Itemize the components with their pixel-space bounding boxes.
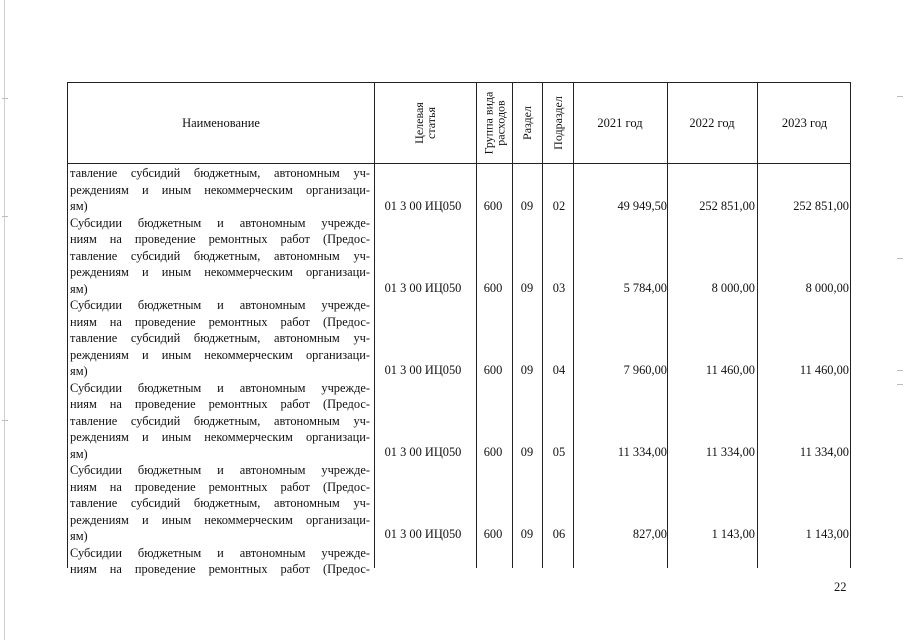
name-line: реждениям и иным некоммерческим организаци- — [70, 182, 370, 197]
header-target-article: Целевая статья — [411, 102, 438, 144]
name-line: Субсидии бюджетным и автономным учрежде- — [70, 298, 370, 312]
name-column-text — [70, 165, 370, 578]
cell-section: 09 — [520, 281, 534, 295]
cell-2023: 1 143,00 — [805, 527, 849, 541]
name-line: тавление субсидий бюджетным, автономным уч- — [70, 331, 370, 345]
cell-2023: 11 460,00 — [799, 363, 849, 377]
cell-2022: 1 143,00 — [711, 527, 755, 541]
cell-target-article: 01 3 00 ИЦ050 — [384, 445, 462, 459]
cell-section: 09 — [520, 363, 534, 377]
name-line: реждениям и иным некоммерческим организаци- — [70, 430, 370, 444]
cell-target-article: 01 3 00 ИЦ050 — [384, 281, 462, 295]
cell-subsection: 05 — [552, 445, 566, 459]
edge-tick — [897, 96, 903, 97]
name-line: ниям на проведение ремонтных работ (Предос- — [70, 232, 370, 246]
name-line: ниям на проведение ремонтных работ (Предос- — [70, 562, 370, 576]
cell-2023: 11 334,00 — [799, 445, 849, 459]
page-edge-line — [4, 0, 5, 640]
name-line: тавление субсидий бюджетным, автономным уч- — [70, 413, 370, 428]
cell-2021: 5 784,00 — [623, 281, 667, 295]
cell-subsection: 04 — [552, 363, 566, 377]
cell-subsection: 03 — [552, 281, 566, 295]
edge-tick — [2, 420, 8, 421]
header-year-2023: 2023 год — [781, 115, 828, 130]
name-line: тавление субсидий бюджетным, автономным уч- — [70, 496, 370, 510]
cell-2022: 11 460,00 — [705, 363, 755, 377]
name-line: ям) — [70, 364, 88, 378]
cell-section: 09 — [520, 527, 534, 541]
name-line: Субсидии бюджетным и автономным учрежде- — [70, 463, 370, 477]
edge-tick — [897, 258, 903, 259]
header-year-2021: 2021 год — [597, 115, 643, 130]
name-line: реждениям и иным некоммерческим организаци- — [70, 265, 370, 279]
cell-2022: 11 334,00 — [705, 445, 755, 459]
edge-tick — [2, 216, 8, 217]
cell-2021: 7 960,00 — [623, 363, 667, 377]
cell-section: 09 — [520, 445, 534, 459]
header-section: Раздел — [520, 106, 535, 140]
cell-2021: 49 949,50 — [617, 199, 667, 213]
name-line: тавление субсидий бюджетным, автономным уч- — [70, 248, 370, 263]
cell-section: 09 — [520, 199, 534, 213]
header-subsection: Подраздел — [550, 96, 565, 150]
cell-subsection: 02 — [552, 199, 566, 213]
edge-tick — [897, 384, 903, 385]
name-line: реждениям и иным некоммерческим организаци- — [70, 347, 370, 362]
cell-2022: 252 851,00 — [699, 199, 755, 213]
name-line: ниям на проведение ремонтных работ (Предос- — [70, 314, 370, 329]
name-line: ям) — [70, 281, 88, 296]
cell-subsection: 06 — [552, 527, 566, 541]
name-line: ям) — [70, 529, 88, 543]
cell-expense-group: 600 — [483, 363, 503, 377]
cell-2021: 11 334,00 — [617, 445, 667, 459]
name-line: ям) — [70, 199, 88, 213]
cell-2021: 827,00 — [632, 527, 667, 541]
header-name: Наименование — [182, 115, 260, 130]
cell-expense-group: 600 — [483, 527, 503, 541]
header-year-2022: 2022 год — [689, 115, 735, 130]
edge-tick — [2, 98, 8, 99]
cell-expense-group: 600 — [483, 281, 503, 295]
name-line: ям) — [70, 446, 88, 461]
page-number: 22 — [834, 580, 847, 594]
cell-expense-group: 600 — [483, 199, 503, 213]
cell-expense-group: 600 — [483, 445, 503, 459]
name-line: ниям на проведение ремонтных работ (Предос- — [70, 479, 370, 494]
header-divider — [68, 163, 850, 164]
cell-2022: 8 000,00 — [711, 281, 755, 295]
name-line: ниям на проведение ремонтных работ (Предос- — [70, 397, 370, 411]
cell-target-article: 01 3 00 ИЦ050 — [384, 527, 462, 541]
edge-tick — [897, 370, 903, 371]
cell-target-article: 01 3 00 ИЦ050 — [384, 199, 462, 213]
name-line: Субсидии бюджетным и автономным учрежде- — [70, 380, 370, 395]
budget-table — [67, 82, 851, 576]
name-line: Субсидии бюджетным и автономным учрежде- — [70, 545, 370, 560]
cell-2023: 252 851,00 — [793, 199, 849, 213]
cell-target-article: 01 3 00 ИЦ050 — [384, 363, 462, 377]
name-line: Субсидии бюджетным и автономным учрежде- — [70, 215, 370, 230]
header-expense-group: Группа вида расходов — [481, 91, 507, 155]
cell-2023: 8 000,00 — [805, 281, 849, 295]
name-line: тавление субсидий бюджетным, автономным уч- — [70, 166, 370, 180]
name-line: реждениям и иным некоммерческим организаци- — [70, 512, 370, 527]
